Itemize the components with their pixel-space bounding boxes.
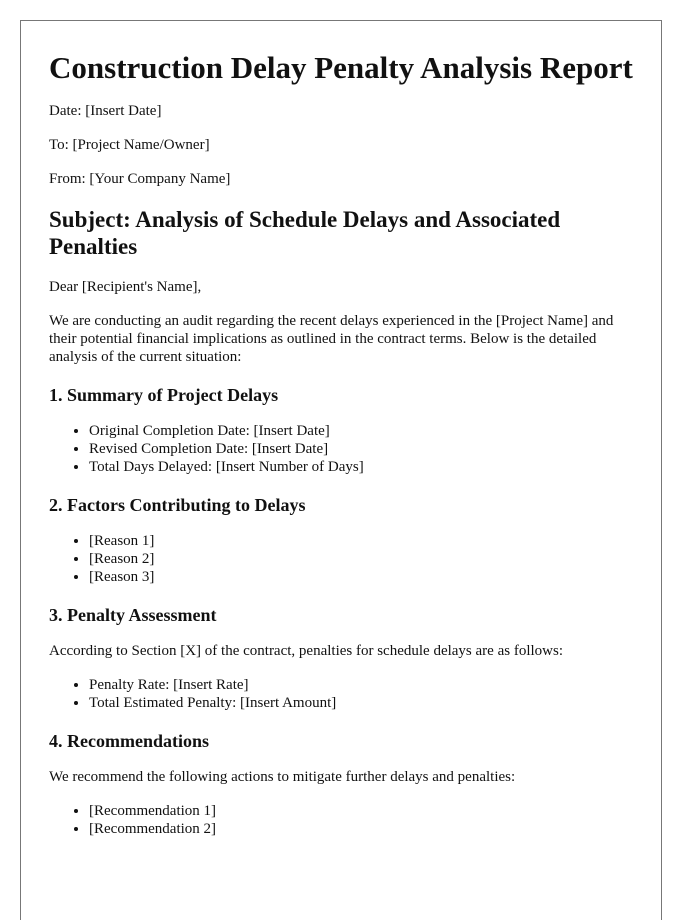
to-line: To: [Project Name/Owner] xyxy=(49,137,210,153)
salutation: Dear [Recipient's Name], xyxy=(49,279,202,295)
penalty-list xyxy=(49,676,633,712)
report-title: Construction Delay Penalty Analysis Report xyxy=(49,50,633,85)
list-item: • Revised Completion Date: [Insert Date] xyxy=(89,440,633,458)
list-item: • Total Days Delayed: [Insert Number of Days] xyxy=(89,458,633,476)
factors-list xyxy=(49,532,633,586)
section-heading-factors: 2. Factors Contributing to Delays xyxy=(49,495,306,515)
date-line: Date: [Insert Date] xyxy=(49,103,162,119)
section-heading-summary: 1. Summary of Project Delays xyxy=(49,385,279,405)
list-item: • [Recommendation 2] xyxy=(89,820,633,838)
penalty-paragraph: According to Section [X] of the contract, penalties for schedule delays are as follows: xyxy=(49,643,563,659)
recommendations-list xyxy=(49,802,633,838)
recommendations-paragraph: We recommend the following actions to mitigate further delays and penalties: xyxy=(49,769,516,785)
list-item: • Total Estimated Penalty: [Insert Amount] xyxy=(89,694,633,712)
report-page xyxy=(20,20,662,920)
list-item: • [Reason 3] xyxy=(89,568,633,586)
list-item: • Penalty Rate: [Insert Rate] xyxy=(89,676,633,694)
from-line: From: [Your Company Name] xyxy=(49,171,231,187)
section-heading-penalty: 3. Penalty Assessment xyxy=(49,605,217,625)
intro-paragraph: We are conducting an audit regarding the recent delays experienced in the [Project Name] and their potential financial implications as outlined in the contract terms. Below is the detailed analysis of the current situation: xyxy=(49,313,614,365)
section-heading-recommendations: 4. Recommendations xyxy=(49,731,209,751)
list-item: • [Recommendation 1] xyxy=(89,802,633,820)
summary-list xyxy=(49,422,633,476)
list-item: • [Reason 1] xyxy=(89,532,633,550)
list-item: • [Reason 2] xyxy=(89,550,633,568)
subject-heading: Subject: Analysis of Schedule Delays and Associated Penalties xyxy=(49,207,561,259)
list-item: • Original Completion Date: [Insert Date] xyxy=(89,422,633,440)
